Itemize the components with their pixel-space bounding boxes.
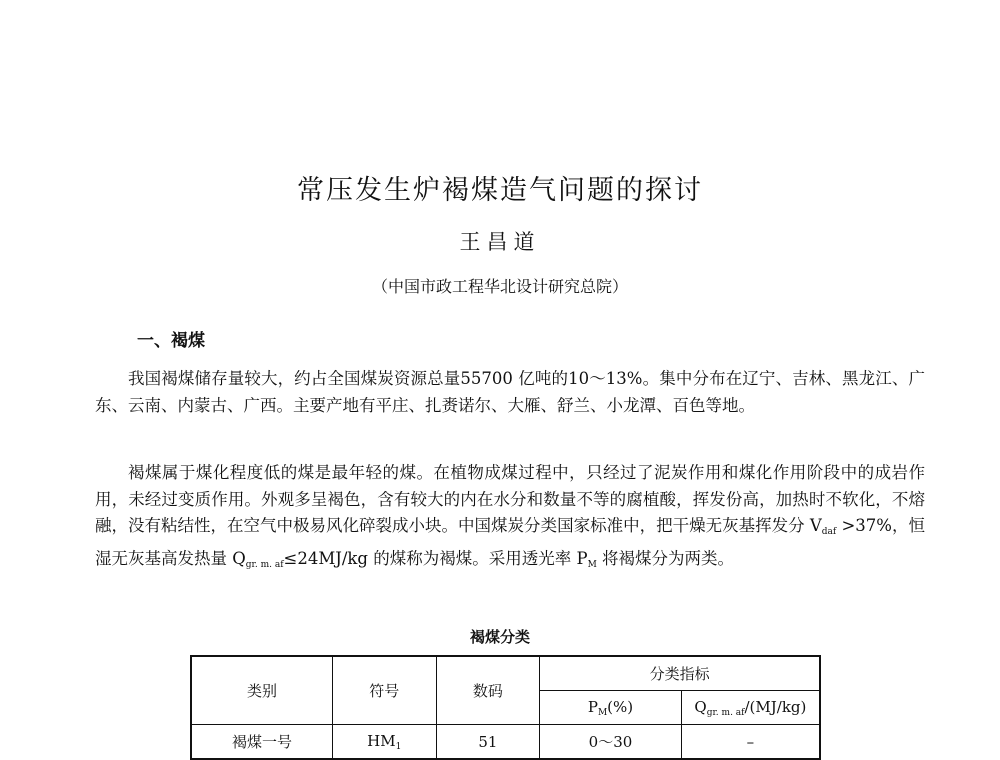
lignite-classification-table: [190, 655, 821, 760]
header-q-sub: gr. m. af: [706, 707, 745, 718]
section-heading: 一、褐煤: [137, 331, 205, 351]
header-pm: [540, 691, 682, 725]
subscript-m: M: [587, 559, 597, 570]
header-category: 类别: [191, 656, 332, 725]
table-row: [191, 725, 820, 760]
author-name: 王昌道: [459, 230, 541, 254]
paragraph-text: 将褐煤分为两类。: [596, 548, 735, 568]
table-caption: 褐煤分类: [469, 628, 530, 646]
paragraph-text: ≤24MJ/kg 的煤称为褐煤。采用透光率 P: [283, 548, 588, 568]
table-header-row: [191, 656, 820, 691]
header-pm-sub: M: [597, 707, 608, 718]
cell-category: 褐煤一号: [191, 725, 332, 760]
header-q: [681, 691, 820, 725]
cell-symbol-base: HM: [367, 731, 396, 750]
header-code: 数码: [436, 656, 540, 725]
header-symbol: 符号: [332, 656, 436, 725]
header-pm-base: P: [587, 697, 598, 716]
document-title: 常压发生炉褐煤造气问题的探讨: [297, 175, 703, 206]
cell-q: –: [681, 725, 820, 760]
cell-code: 51: [436, 725, 540, 760]
subscript-daf: daf: [821, 527, 837, 537]
cell-pm: 0～30: [540, 725, 682, 760]
header-pm-unit: (%): [607, 697, 634, 716]
subscript-gr-m-af: gr. m. af: [245, 559, 284, 570]
paragraph-definition: [95, 460, 925, 578]
header-classification-index: 分类指标: [540, 656, 820, 691]
author-affiliation: （中国市政工程华北设计研究总院）: [371, 277, 628, 296]
paragraph-distribution: 我国褐煤储存量较大，约占全国煤炭资源总量55700 亿吨的10～13%。集中分布在辽宁、吉林、黑龙江、广东、云南、内蒙古、广西。主要产地有平庄、扎赉诺尔、大雁、舒兰、小龙潭、百色等地。: [95, 369, 925, 415]
cell-symbol: [332, 725, 436, 760]
header-q-base: Q: [694, 697, 707, 716]
paragraph-text: 褐煤属于煤化程度低的煤是最年轻的煤。在植物成煤过程中，只经过了泥炭作用和煤化作用阶段中的成岩作用，未经过变质作用。外观多呈褐色，含有较大的内在水分和数量不等的腐植酸，挥发份高，加热时不软化，不熔融，没有粘结性，在空气中极易风化碎裂成小块。中国煤炭分类国家标准中，把干燥无灰基挥发分 V: [95, 463, 925, 535]
header-q-unit: /(MJ/kg): [744, 697, 807, 716]
cell-symbol-sub: 1: [395, 741, 402, 752]
paragraph-text: >37%，恒湿无灰基高发热量 Q: [95, 516, 925, 568]
